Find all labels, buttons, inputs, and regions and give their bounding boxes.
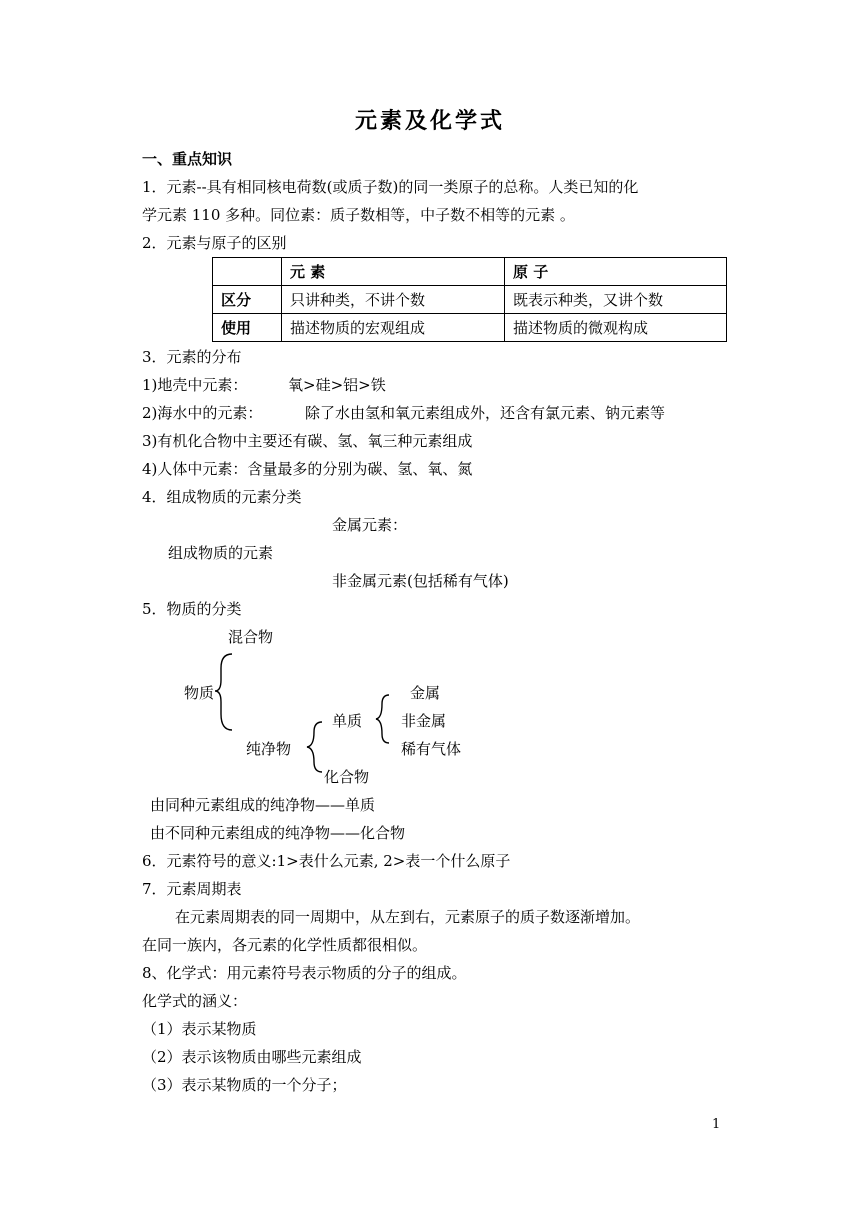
paragraph-2-heading: 2．元素与原子的区别 [142,234,287,252]
tree-pure-substance: 纯净物 [246,740,292,758]
paragraph-7-heading: 7．元素周期表 [142,880,242,898]
table-row [213,286,727,314]
brace-matter [215,654,232,730]
tree-noble-gas: 稀有气体 [401,740,462,758]
table-row-label: 使用 [213,314,282,342]
paragraph-7-line-1: 在元素周期表的同一周期中，从左到右，元素原子的质子数逐渐增加。 [175,908,641,926]
document-title: 元素及化学式 [354,109,505,134]
paragraph-8: 8、化学式：用元素符号表示物质的分子的组成。 [142,964,467,982]
table-cell: 描述物质的微观构成 [505,314,727,342]
tree-compound: 化合物 [324,768,370,786]
paragraph-6: 6．元素符号的意义:1>表什么元素, 2>表一个什么原子 [142,852,511,870]
table-header-cell: 原 子 [505,258,727,286]
formula-meaning-1: （1）表示某物质 [142,1020,257,1038]
definition-element-substance: 由同种元素组成的纯净物——单质 [150,796,376,814]
paragraph-1-line-2: 学元素 110 多种。同位素：质子数相等，中子数不相等的元素 。 [142,206,575,224]
class-metal-element: 金属元素： [332,516,408,534]
table-header-cell [213,258,282,286]
table-header-row [213,258,727,286]
table-row [213,314,727,342]
definition-compound: 由不同种元素组成的纯净物——化合物 [150,824,406,842]
paragraph-7-line-2: 在同一族内，各元素的化学性质都很相似。 [142,936,428,954]
formula-meaning-2: （2）表示该物质由哪些元素组成 [142,1048,362,1066]
tree-mixture: 混合物 [228,628,274,646]
table-row-label: 区分 [213,286,282,314]
distribution-4: 4)人体中元素：含量最多的分别为碳、氢、氧、氮 [142,460,473,478]
tree-element-substance: 单质 [332,712,363,730]
class-nonmetal-element: 非金属元素(包括稀有气体) [332,572,509,590]
paragraph-5-heading: 5．物质的分类 [142,600,242,618]
distribution-2-value: 除了水由氢和氧元素组成外，还含有氯元素、钠元素等 [305,404,666,422]
distribution-2-label: 2)海水中的元素： [142,404,263,422]
table-header-cell: 元 素 [282,258,505,286]
paragraph-1-line-1: 1．元素--具有相同核电荷数(或质子数)的同一类原子的总称。人类已知的化 [142,178,639,196]
brace-element [376,695,389,743]
page-number: 1 [712,1117,721,1132]
formula-meaning-heading: 化学式的涵义： [142,992,248,1010]
table-cell: 既表示种类，又讲个数 [505,286,727,314]
paragraph-3-heading: 3．元素的分布 [142,348,242,366]
distribution-1-label: 1)地壳中元素： [142,376,248,394]
distribution-3: 3)有机化合物中主要还有碳、氢、氧三种元素组成 [142,432,473,450]
table-cell: 描述物质的宏观组成 [282,314,505,342]
class-root: 组成物质的元素 [168,544,274,562]
tree-nonmetal: 非金属 [401,712,447,730]
formula-meaning-3: （3）表示某物质的一个分子； [142,1076,347,1094]
brace-pure [307,722,322,772]
section-heading: 一、重点知识 [142,150,233,168]
element-atom-comparison-table [212,257,727,342]
table-cell: 只讲种类，不讲个数 [282,286,505,314]
paragraph-4-heading: 4．组成物质的元素分类 [142,488,302,506]
tree-metal: 金属 [410,684,441,702]
distribution-1-value: 氧>硅>铝>铁 [288,376,386,394]
tree-matter: 物质 [184,684,215,702]
